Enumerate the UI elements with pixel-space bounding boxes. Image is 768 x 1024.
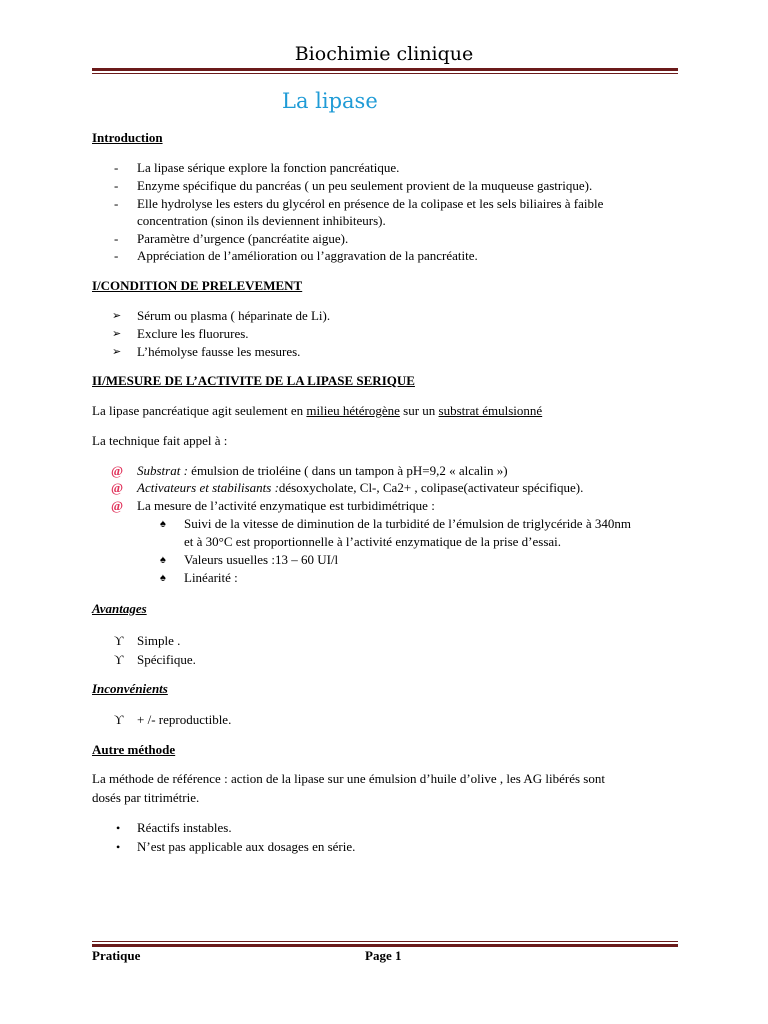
avantage-item: Simple . xyxy=(137,633,181,648)
intro-item: Enzyme spécifique du pancréas ( un peu seulement provient de la muqueuse gastrique). xyxy=(137,178,593,193)
intro-item-continuation: concentration (sinon ils deviennent inhibiteurs). xyxy=(137,213,386,228)
autre-methode-paragraph-continuation: dosés par titrimétrie. xyxy=(92,790,200,805)
arrow-bullet-icon: ➢ xyxy=(112,346,122,358)
avantage-item: Spécifique. xyxy=(137,652,196,667)
mesure-text: sur un xyxy=(399,403,439,418)
mesure-paragraph xyxy=(92,402,542,420)
activateurs-item xyxy=(137,479,583,497)
dash-icon: - xyxy=(114,178,119,193)
round-bullet-icon: • xyxy=(116,821,121,835)
activateurs-label: Activateurs et stabilisants : xyxy=(137,480,279,495)
header-title: Biochimie clinique xyxy=(294,43,474,65)
dash-icon: - xyxy=(114,196,119,211)
dash-icon: - xyxy=(114,231,119,246)
condition-item: Exclure les fluorures. xyxy=(137,326,249,341)
autre-methode-item: Réactifs instables. xyxy=(137,820,232,835)
inconvenient-item: + /- reproductible. xyxy=(137,712,232,727)
activateurs-text: désoxycholate, Cl-, Ca2+ , colipase(activateur spécifique). xyxy=(278,480,584,495)
turbidimetrie-item: La mesure de l’activité enzymatique est turbidimétrique : xyxy=(137,498,435,513)
swirl-bullet-icon: @ xyxy=(111,480,124,495)
swirl-bullet-icon: @ xyxy=(111,498,124,513)
condition-item: Sérum ou plasma ( héparinate de Li). xyxy=(137,308,331,323)
intro-heading: Introduction xyxy=(92,130,163,145)
footer-rule-thin xyxy=(92,941,678,942)
spade-bullet-icon: ♠ xyxy=(160,572,166,584)
swirl-bullet-icon: @ xyxy=(111,463,124,478)
mesure-heading: II/MESURE DE L’ACTIVITE DE LA LIPASE SERIQUE xyxy=(92,373,415,388)
dash-icon: - xyxy=(114,248,119,263)
autre-methode-item: N’est pas applicable aux dosages en série. xyxy=(137,839,356,854)
mesure-underlined-substrat: substrat émulsionné xyxy=(438,403,543,418)
valeurs-usuelles-item: Valeurs usuelles :13 – 60 UI/l xyxy=(184,552,339,567)
page-number: Page 1 xyxy=(365,948,402,963)
suivi-item-continuation: et à 30°C est proportionnelle à l’activité enzymatique de la prise d’essai. xyxy=(184,534,562,549)
autre-methode-heading: Autre méthode xyxy=(92,742,176,757)
intro-item: Paramètre d’urgence (pancréatite aigue). xyxy=(137,231,349,246)
substrat-item xyxy=(137,462,508,480)
autre-methode-paragraph: La méthode de référence : action de la lipase sur une émulsion d’huile d’olive , les AG libérés sont xyxy=(92,771,605,786)
spade-bullet-icon: ♠ xyxy=(160,518,166,530)
arrow-bullet-icon: ➢ xyxy=(112,328,122,340)
arrow-bullet-icon: ➢ xyxy=(112,310,122,322)
upsilon-bullet-icon: ϒ xyxy=(114,633,124,648)
mesure-underlined-milieu: milieu hétérogène xyxy=(306,403,400,418)
upsilon-bullet-icon: ϒ xyxy=(114,652,124,667)
header-rule-thick xyxy=(92,68,678,71)
mesure-text: La lipase pancréatique agit seulement en xyxy=(92,403,307,418)
suivi-item: Suivi de la vitesse de diminution de la turbidité de l’émulsion de triglycéride à 340nm xyxy=(184,516,631,531)
intro-item: La lipase sérique explore la fonction pancréatique. xyxy=(137,160,400,175)
avantages-heading: Avantages xyxy=(92,601,147,616)
header-rule-thin xyxy=(92,73,678,74)
linearite-item: Linéarité : xyxy=(184,570,238,585)
dash-icon: - xyxy=(114,160,119,175)
round-bullet-icon: • xyxy=(116,840,121,854)
document-title: La lipase xyxy=(282,89,378,113)
condition-heading: I/CONDITION DE PRELEVEMENT xyxy=(92,278,303,293)
substrat-text: émulsion de trioléine ( dans un tampon à pH=9,2 « alcalin ») xyxy=(187,463,508,478)
intro-item: Elle hydrolyse les esters du glycérol en présence de la colipase et les sels biliaires à faible xyxy=(137,196,604,211)
intro-item: Appréciation de l’amélioration ou l’aggravation de la pancréatite. xyxy=(137,248,478,263)
footer-rule-thick xyxy=(92,944,678,947)
upsilon-bullet-icon: ϒ xyxy=(114,712,124,727)
spade-bullet-icon: ♠ xyxy=(160,554,166,566)
footer-left-text: Pratique xyxy=(92,948,141,963)
technique-paragraph: La technique fait appel à : xyxy=(92,433,228,448)
condition-item: L’hémolyse fausse les mesures. xyxy=(137,344,301,359)
inconvenients-heading: Inconvénients xyxy=(92,681,168,696)
substrat-label: Substrat : xyxy=(137,463,188,478)
